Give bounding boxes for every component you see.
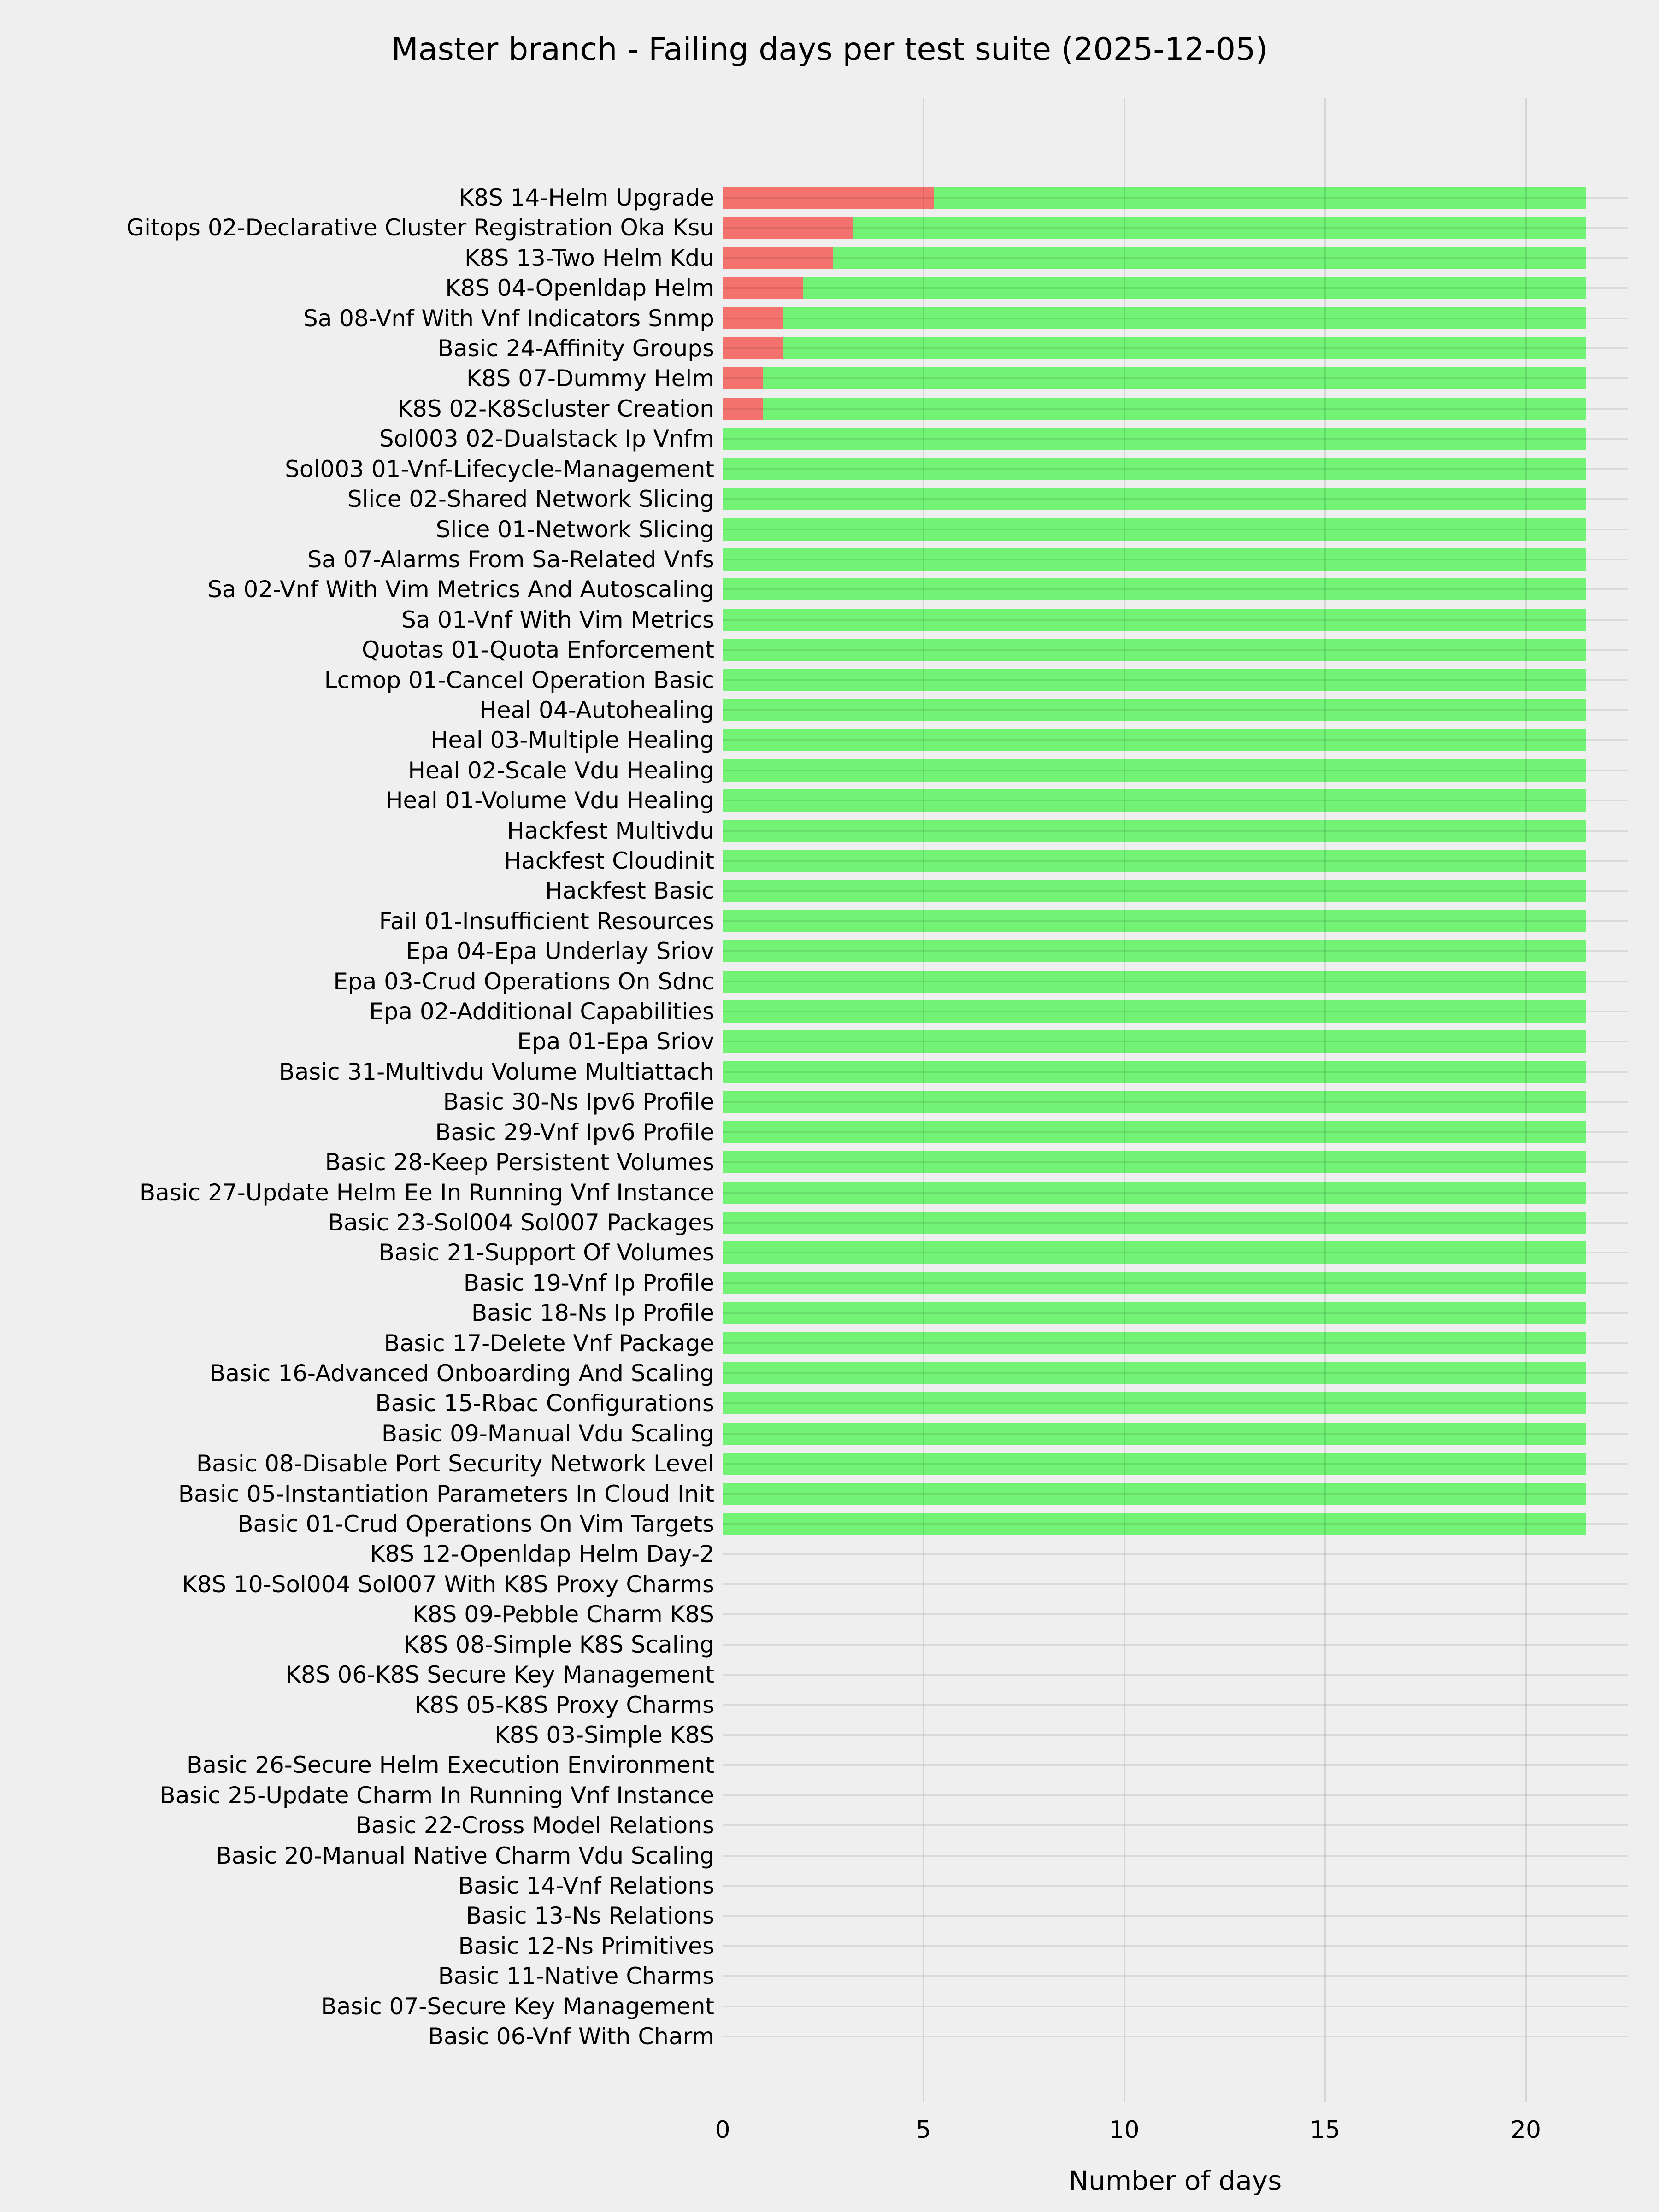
category-label: Sa 07-Alarms From Sa-Related Vnfs [307, 546, 714, 573]
category-gridline [723, 1282, 1628, 1284]
category-gridline [723, 287, 1628, 289]
category-gridline [723, 2006, 1628, 2007]
category-label: K8S 09-Pebble Charm K8S [412, 1601, 714, 1628]
category-label: Basic 08-Disable Port Security Network Level [196, 1450, 714, 1477]
category-label: Heal 04-Autohealing [479, 696, 714, 724]
category-label: Basic 29-Vnf Ipv6 Profile [435, 1118, 714, 1146]
category-label: Basic 16-Advanced Onboarding And Scaling [210, 1359, 714, 1387]
category-label: Epa 02-Additional Capabilities [369, 998, 714, 1025]
category-label: Slice 02-Shared Network Slicing [347, 486, 714, 513]
category-label: Heal 03-Multiple Healing [430, 727, 714, 754]
category-gridline [723, 1192, 1628, 1194]
category-gridline [723, 1372, 1628, 1374]
category-gridline [723, 1433, 1628, 1435]
category-gridline [723, 830, 1628, 832]
category-label: Basic 17-Delete Vnf Package [384, 1330, 714, 1357]
category-gridline [723, 1342, 1628, 1344]
category-gridline [723, 1041, 1628, 1042]
category-label: Basic 25-Update Charm In Running Vnf Instance [159, 1782, 714, 1809]
category-gridline [723, 1704, 1628, 1706]
category-gridline [723, 1463, 1628, 1465]
category-gridline [723, 1975, 1628, 1977]
category-gridline [723, 770, 1628, 771]
category-gridline [723, 1794, 1628, 1796]
category-gridline [723, 739, 1628, 741]
category-gridline [723, 1131, 1628, 1133]
x-axis-title: Number of days [1068, 2165, 1282, 2196]
category-gridline [723, 227, 1628, 229]
category-label: K8S 02-K8Scluster Creation [397, 395, 714, 422]
category-label: Epa 01-Epa Sriov [517, 1028, 714, 1055]
category-label: Heal 02-Scale Vdu Healing [408, 757, 714, 784]
category-gridline [723, 950, 1628, 952]
category-label: K8S 04-Openldap Helm [445, 275, 714, 302]
category-label: Basic 06-Vnf With Charm [428, 2023, 714, 2050]
category-gridline [723, 2036, 1628, 2037]
category-gridline [723, 1071, 1628, 1073]
x-tick-label: 10 [1109, 2116, 1140, 2144]
category-gridline [723, 318, 1628, 319]
x-tick-label: 20 [1510, 2116, 1541, 2144]
category-gridline [723, 377, 1628, 379]
category-gridline [723, 257, 1628, 259]
category-gridline [723, 619, 1628, 621]
category-label: Basic 07-Secure Key Management [321, 1993, 714, 2020]
category-label: K8S 10-Sol004 Sol007 With K8S Proxy Charms [182, 1571, 714, 1598]
category-gridline [723, 1885, 1628, 1887]
category-gridline [723, 800, 1628, 801]
category-gridline [723, 1915, 1628, 1917]
category-gridline [723, 1674, 1628, 1676]
category-gridline [723, 1613, 1628, 1615]
category-gridline [723, 1493, 1628, 1495]
category-label: K8S 08-Simple K8S Scaling [404, 1631, 714, 1658]
category-label: Basic 20-Manual Native Charm Vdu Scaling [216, 1842, 714, 1869]
category-gridline [723, 860, 1628, 862]
category-label: Gitops 02-Declarative Cluster Registration Oka Ksu [126, 214, 714, 241]
category-gridline [723, 1402, 1628, 1404]
category-label: K8S 06-K8S Secure Key Management [286, 1661, 714, 1688]
category-gridline [723, 679, 1628, 681]
category-label: K8S 13-Two Helm Kdu [464, 244, 714, 271]
category-label: Lcmop 01-Cancel Operation Basic [324, 666, 714, 694]
category-gridline [723, 1161, 1628, 1163]
category-label: Basic 12-Ns Primitives [458, 1932, 714, 1959]
category-label: Hackfest Multivdu [507, 817, 714, 844]
vertical-gridline [1124, 98, 1125, 2102]
category-gridline [723, 1252, 1628, 1253]
category-label: Basic 15-Rbac Configurations [375, 1390, 714, 1417]
category-label: Epa 04-Epa Underlay Sriov [406, 938, 714, 965]
category-gridline [723, 559, 1628, 560]
category-gridline [723, 1855, 1628, 1857]
category-gridline [723, 588, 1628, 590]
x-tick-label: 0 [715, 2116, 730, 2144]
category-label: Basic 31-Multivdu Volume Multiattach [279, 1058, 714, 1085]
category-label: Basic 14-Vnf Relations [458, 1872, 714, 1899]
category-label: Basic 26-Secure Helm Execution Environment [186, 1752, 714, 1779]
category-gridline [723, 1764, 1628, 1766]
category-gridline [723, 981, 1628, 982]
category-label: K8S 07-Dummy Helm [466, 365, 714, 392]
category-label: Slice 01-Network Slicing [435, 516, 714, 543]
category-gridline [723, 649, 1628, 651]
category-label: Hackfest Basic [545, 877, 714, 905]
category-gridline [723, 438, 1628, 440]
category-label: K8S 03-Simple K8S [494, 1721, 714, 1748]
category-gridline [723, 498, 1628, 500]
category-gridline [723, 1945, 1628, 1947]
category-gridline [723, 709, 1628, 711]
category-label: Basic 09-Manual Vdu Scaling [381, 1420, 714, 1447]
category-label: Basic 01-Crud Operations On Vim Targets [237, 1511, 714, 1538]
category-label: Epa 03-Crud Operations On Sdnc [333, 968, 714, 995]
category-gridline [723, 1011, 1628, 1012]
category-gridline [723, 197, 1628, 199]
category-gridline [723, 920, 1628, 922]
category-label: Basic 23-Sol004 Sol007 Packages [328, 1209, 714, 1236]
category-label: Basic 30-Ns Ipv6 Profile [443, 1088, 714, 1116]
category-label: Hackfest Cloudinit [504, 847, 714, 875]
category-gridline [723, 1101, 1628, 1103]
category-label: Basic 21-Support Of Volumes [378, 1239, 714, 1266]
x-tick-label: 5 [916, 2116, 931, 2144]
category-label: K8S 14-Helm Upgrade [459, 184, 714, 211]
category-gridline [723, 408, 1628, 410]
category-gridline [723, 1583, 1628, 1585]
category-gridline [723, 1222, 1628, 1224]
category-label: K8S 05-K8S Proxy Charms [414, 1691, 714, 1718]
category-label: Basic 19-Vnf Ip Profile [463, 1269, 714, 1296]
chart-title: Master branch - Failing days per test suite (2025-12-05) [391, 31, 1268, 68]
category-label: Fail 01-Insufficient Resources [379, 907, 714, 935]
category-gridline [723, 1734, 1628, 1736]
category-label: Basic 05-Instantiation Parameters In Cloud Init [178, 1480, 714, 1507]
category-label: Basic 24-Affinity Groups [437, 335, 714, 362]
category-gridline [723, 1553, 1628, 1555]
category-label: Heal 01-Volume Vdu Healing [385, 787, 714, 814]
category-label: Basic 11-Native Charms [438, 1963, 714, 1990]
category-gridline [723, 347, 1628, 349]
category-label: Sa 02-Vnf With Vim Metrics And Autoscaling [207, 576, 714, 603]
vertical-gridline [1324, 98, 1326, 2102]
vertical-gridline [1525, 98, 1527, 2102]
category-gridline [723, 1824, 1628, 1826]
category-label: Sol003 02-Dualstack Ip Vnfm [379, 425, 714, 453]
category-label: Basic 27-Update Helm Ee In Running Vnf Instance [139, 1179, 714, 1206]
category-label: Basic 28-Keep Persistent Volumes [325, 1149, 714, 1176]
category-gridline [723, 890, 1628, 892]
category-label: Basic 18-Ns Ip Profile [471, 1300, 714, 1327]
category-label: Sa 01-Vnf With Vim Metrics [401, 606, 714, 633]
category-label: Sol003 01-Vnf-Lifecycle-Management [285, 455, 714, 482]
category-label: Basic 13-Ns Relations [466, 1902, 714, 1930]
vertical-gridline [923, 98, 924, 2102]
category-label: Sa 08-Vnf With Vnf Indicators Snmp [303, 305, 714, 332]
x-tick-label: 15 [1310, 2116, 1341, 2144]
category-gridline [723, 1644, 1628, 1646]
category-gridline [723, 1312, 1628, 1314]
category-label: K8S 12-Openldap Helm Day-2 [370, 1541, 714, 1568]
category-gridline [723, 468, 1628, 470]
category-label: Basic 22-Cross Model Relations [355, 1812, 714, 1839]
category-label: Quotas 01-Quota Enforcement [361, 636, 714, 664]
category-gridline [723, 529, 1628, 530]
category-gridline [723, 1523, 1628, 1525]
